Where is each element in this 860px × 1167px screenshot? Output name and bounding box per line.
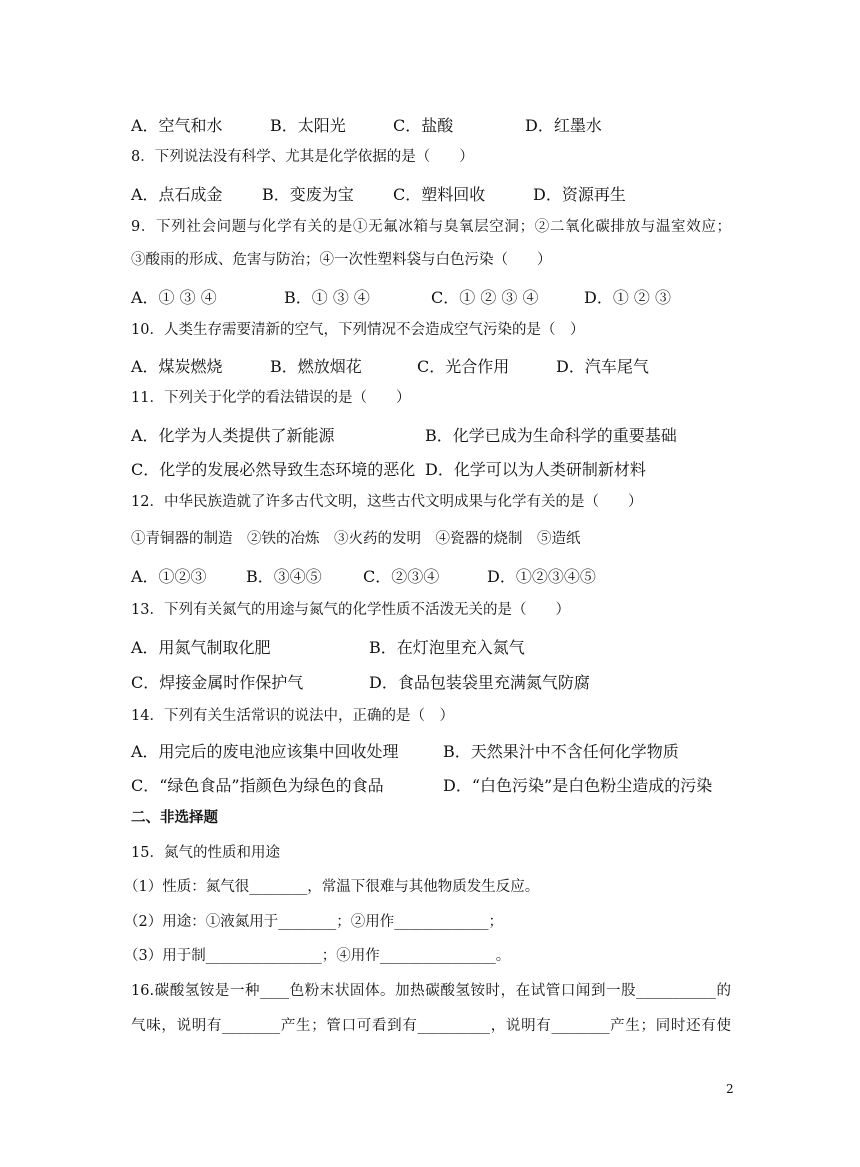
q13-option-b: B．在灯泡里充入氮气 bbox=[369, 638, 525, 657]
q11-options-row-2 bbox=[131, 457, 731, 477]
q15-part-3: （3）用于制________________；④用作________________。 bbox=[124, 948, 511, 964]
q7-option-b: B．太阳光 bbox=[270, 116, 346, 135]
q14-option-a: A．用完后的废电池应该集中回收处理 bbox=[131, 742, 399, 761]
q7-option-c: C．盐酸 bbox=[393, 116, 454, 135]
q10-option-a: A．煤炭燃烧 bbox=[131, 357, 223, 376]
question-10: 10．人类生存需要清新的空气，下列情况不会造成空气污染的是（ ） bbox=[131, 322, 585, 338]
question-16-line-1: 16.碳酸氢铵是一种____色粉末状固体。加热碳酸氢铵时，在试管口闻到一股___________的 bbox=[131, 983, 731, 999]
q12-items: ①青铜器的制造 ②铁的冶炼 ③火药的发明 ④瓷器的烧制 ⑤造纸 bbox=[131, 531, 581, 547]
q8-options bbox=[131, 182, 731, 202]
q11-option-a: A．化学为人类提供了新能源 bbox=[131, 426, 335, 445]
q8-option-c: C．塑料回收 bbox=[393, 185, 486, 204]
q9-option-b: B．① ③ ④ bbox=[284, 288, 370, 307]
question-16-line-2: 气味，说明有________产生；管口可看到有__________，说明有________产生；同时还有使 bbox=[131, 1018, 731, 1034]
q14-options-row-2 bbox=[131, 773, 731, 793]
q12-option-c: C．②③④ bbox=[363, 567, 440, 586]
q15-part-2: （2）用途：①液氮用于________；②用作_____________； bbox=[124, 914, 503, 930]
q13-option-a: A．用氮气制取化肥 bbox=[131, 638, 271, 657]
q12-option-b: B．③④⑤ bbox=[246, 567, 322, 586]
q12-option-d: D．①②③④⑤ bbox=[487, 567, 596, 586]
q14-option-b: B．天然果汁中不含任何化学物质 bbox=[443, 742, 679, 761]
q13-options-row-1 bbox=[131, 635, 731, 655]
q10-option-b: B．燃放烟花 bbox=[270, 357, 362, 376]
q13-option-d: D．食品包装袋里充满氮气防腐 bbox=[369, 673, 590, 692]
question-14: 14．下列有关生活常识的说法中，正确的是（ ） bbox=[131, 708, 454, 724]
q13-option-c: C．焊接金属时作保护气 bbox=[131, 673, 304, 692]
q11-options-row-1 bbox=[131, 423, 731, 443]
q8-option-b: B．变废为宝 bbox=[262, 185, 354, 204]
section-heading: 二、非选择题 bbox=[131, 809, 218, 826]
q10-options bbox=[131, 354, 731, 374]
q8-option-a: A．点石成金 bbox=[131, 185, 223, 204]
q9-option-a: A．① ③ ④ bbox=[131, 288, 217, 307]
q9-option-d: D．① ② ③ bbox=[584, 288, 672, 307]
question-9-line-1: 9．下列社会问题与化学有关的是①无氟冰箱与臭氧层空洞；②二氧化碳排放与温室效应； bbox=[131, 219, 731, 235]
q10-option-c: C．光合作用 bbox=[417, 357, 510, 376]
q12-options bbox=[131, 564, 731, 584]
question-12: 12．中华民族造就了许多古代文明，这些古代文明成果与化学有关的是（ ） bbox=[131, 494, 643, 510]
q9-option-c: C．① ② ③ ④ bbox=[431, 288, 539, 307]
q9-options bbox=[131, 285, 731, 305]
q11-option-d: D．化学可以为人类研制新材料 bbox=[425, 460, 646, 479]
q12-option-a: A．①②③ bbox=[131, 567, 207, 586]
question-13: 13．下列有关氮气的用途与氮气的化学性质不活泼无关的是（ ） bbox=[131, 602, 570, 618]
q7-option-d: D．红墨水 bbox=[525, 116, 602, 135]
q8-option-d: D．资源再生 bbox=[533, 185, 626, 204]
q7-option-a: A．空气和水 bbox=[131, 116, 223, 135]
q15-part-1: （1）性质：氮气很________，常温下很难与其他物质发生反应。 bbox=[124, 879, 540, 895]
q14-options-row-1 bbox=[131, 739, 731, 759]
question-15: 15．氮气的性质和用途 bbox=[131, 845, 280, 861]
q7-options bbox=[131, 113, 731, 133]
q13-options-row-2 bbox=[131, 670, 731, 690]
question-8: 8．下列说法没有科学、尤其是化学依据的是（ ） bbox=[131, 149, 474, 165]
q14-option-d: D．“白色污染”是白色粉尘造成的污染 bbox=[443, 776, 713, 795]
q11-option-c: C．化学的发展必然导致生态环境的恶化 bbox=[131, 460, 416, 479]
page-number: 2 bbox=[726, 1082, 734, 1096]
question-11: 11．下列关于化学的看法错误的是（ ） bbox=[131, 390, 411, 406]
q11-option-b: B．化学已成为生命科学的重要基础 bbox=[425, 426, 677, 445]
q14-option-c: C．“绿色食品”指颜色为绿色的食品 bbox=[131, 776, 384, 795]
q10-option-d: D．汽车尾气 bbox=[556, 357, 649, 376]
question-9-line-2: ③酸雨的形成、危害与防治；④一次性塑料袋与白色污染（ ） bbox=[131, 252, 552, 268]
